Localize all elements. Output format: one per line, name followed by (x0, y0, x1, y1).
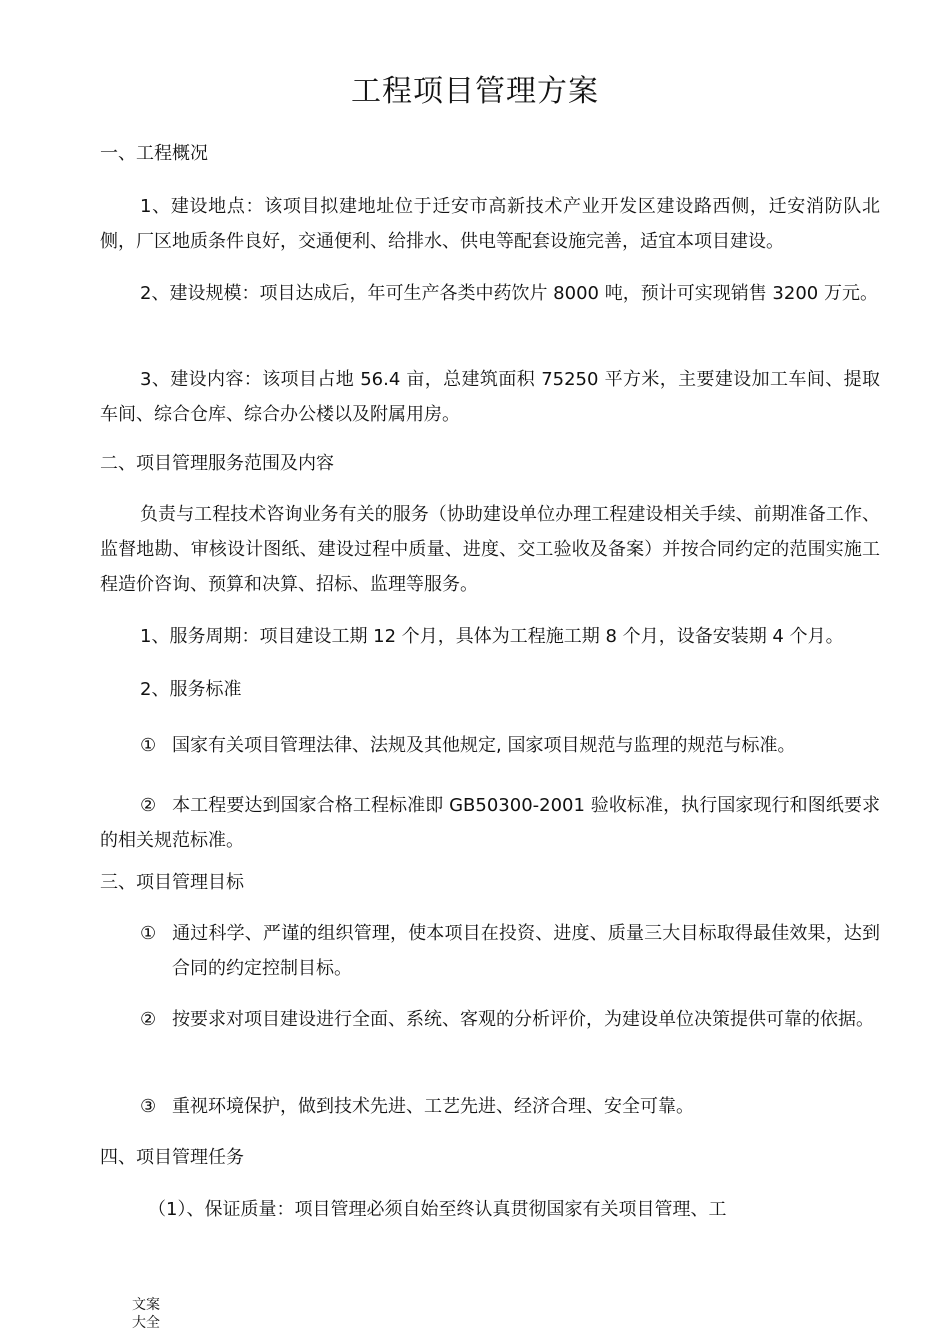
section-3-list-item (140, 916, 880, 986)
list-text: 重视环境保护，做到技术先进、工艺先进、经济合理、安全可靠。 (172, 1096, 694, 1117)
section-3-heading: 三、项目管理目标 (100, 872, 244, 893)
section-4-paragraph-quality: （1）、保证质量：项目管理必须自始至终认真贯彻国家有关项目管理、工 (148, 1199, 727, 1220)
page-footer: 文案大全 (132, 1297, 160, 1331)
list-number: ① (140, 923, 157, 944)
section-1-paragraph-scale: 2、建设规模：项目达成后，年可生产各类中药饮片 8000 吨，预计可实现销售 3200 万元。 (140, 283, 878, 304)
list-number: ② (140, 1009, 157, 1030)
list-text: 通过科学、严谨的组织管理，使本项目在投资、进度、质量三大目标取得最佳效果，达到合同的约定控制目标。 (172, 923, 880, 979)
section-2-list-item (140, 728, 880, 763)
section-1-heading: 一、工程概况 (100, 143, 208, 164)
section-3-list-item (140, 1002, 880, 1037)
section-2-list-item (100, 788, 880, 858)
section-1-paragraph-content: 3、建设内容：该项目占地 56.4 亩，总建筑面积 75250 平方米，主要建设加工车间、提取车间、综合仓库、综合办公楼以及附属用房。 (100, 369, 880, 425)
list-text: 国家有关项目管理法律、法规及其他规定, 国家项目规范与监理的规范与标准。 (172, 735, 796, 756)
list-number: ② (140, 795, 157, 816)
list-text: 本工程要达到国家合格工程标准即 GB50300-2001 验收标准，执行国家现行和图纸要求的相关规范标准。 (100, 795, 880, 851)
section-2-heading: 二、项目管理服务范围及内容 (100, 453, 334, 474)
section-2-paragraph-period: 1、服务周期：项目建设工期 12 个月，具体为工程施工期 8 个月，设备安装期 4 个月。 (140, 626, 844, 647)
section-2-paragraph-scope: 负责与工程技术咨询业务有关的服务（协助建设单位办理工程建设相关手续、前期准备工作、监督地勘、审核设计图纸、建设过程中质量、进度、交工验收及备案）并按合同约定的范围实施工程造价咨询、预算和决算、招标、监理等服务。 (100, 504, 880, 595)
list-text: 按要求对项目建设进行全面、系统、客观的分析评价，为建设单位决策提供可靠的依据。 (172, 1009, 874, 1030)
document-title: 工程项目管理方案 (351, 74, 599, 109)
section-1-paragraph-location: 1、建设地点：该项目拟建地址位于迁安市高新技术产业开发区建设路西侧，迁安消防队北侧，厂区地质条件良好，交通便利、给排水、供电等配套设施完善，适宜本项目建设。 (100, 196, 880, 252)
list-number: ① (140, 735, 157, 756)
list-number: ③ (140, 1096, 157, 1117)
section-2-paragraph-standard: 2、服务标准 (140, 679, 242, 700)
section-3-list-item (140, 1089, 880, 1124)
section-4-heading: 四、项目管理任务 (100, 1147, 244, 1168)
